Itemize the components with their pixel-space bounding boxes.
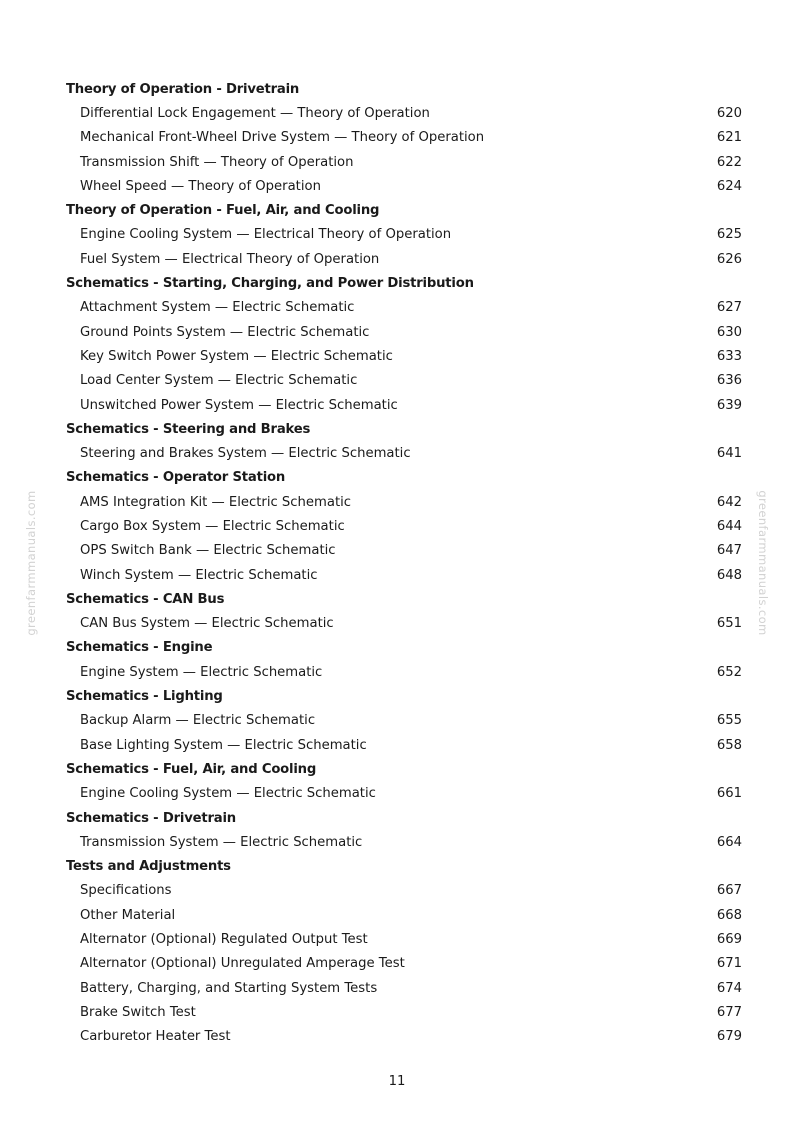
toc-section-heading — [66, 855, 742, 879]
entry-title: Battery, Charging, and Starting System Tests — [80, 980, 378, 996]
toc-entry[interactable] — [66, 660, 742, 684]
entry-page-number: 674 — [716, 980, 742, 996]
toc-entry[interactable] — [66, 247, 742, 271]
entry-page-number: 679 — [716, 1029, 742, 1045]
section-title: Schematics - Fuel, Air, and Cooling — [66, 761, 317, 777]
toc-entry[interactable] — [66, 441, 742, 465]
section-title: Schematics - Starting, Charging, and Power Distribution — [66, 276, 474, 292]
entry-page-number: 671 — [716, 956, 742, 972]
entry-page-number: 664 — [716, 834, 742, 850]
toc-entry[interactable] — [66, 369, 742, 393]
entry-page-number: 647 — [716, 543, 742, 559]
toc-entry[interactable] — [66, 952, 742, 976]
entry-title: AMS Integration Kit — Electric Schematic — [80, 494, 352, 510]
entry-title: Attachment System — Electric Schematic — [80, 300, 355, 316]
watermark-right: greenfarmmanuals.com — [756, 490, 770, 636]
entry-title: Load Center System — Electric Schematic — [80, 373, 358, 389]
entry-page-number: 644 — [716, 518, 742, 534]
entry-page-number: 630 — [716, 324, 742, 340]
entry-title: Cargo Box System — Electric Schematic — [80, 518, 345, 534]
entry-title: Specifications — [80, 883, 172, 899]
entry-page-number: 658 — [716, 737, 742, 753]
entry-page-number: 622 — [716, 154, 742, 170]
toc-entry[interactable] — [66, 490, 742, 514]
toc-entry[interactable] — [66, 733, 742, 757]
section-title: Schematics - Operator Station — [66, 470, 286, 486]
entry-title: Carburetor Heater Test — [80, 1029, 231, 1045]
section-title: Schematics - CAN Bus — [66, 591, 225, 607]
entry-title: Other Material — [80, 907, 176, 923]
entry-page-number: 625 — [716, 227, 742, 243]
entry-page-number: 627 — [716, 300, 742, 316]
entry-page-number: 636 — [716, 373, 742, 389]
entry-title: Fuel System — Electrical Theory of Operation — [80, 251, 380, 267]
toc-section-heading — [66, 77, 742, 101]
toc-section-heading — [66, 466, 742, 490]
entry-page-number: 639 — [716, 397, 742, 413]
entry-page-number: 669 — [716, 932, 742, 948]
section-title: Schematics - Engine — [66, 640, 213, 656]
section-title: Theory of Operation - Drivetrain — [66, 81, 300, 97]
entry-title: Alternator (Optional) Unregulated Amperage Test — [80, 956, 405, 972]
toc-entry[interactable] — [66, 101, 742, 125]
toc-entry[interactable] — [66, 1025, 742, 1049]
toc-entry[interactable] — [66, 344, 742, 368]
entry-page-number: 648 — [716, 567, 742, 583]
toc-section-heading — [66, 636, 742, 660]
table-of-contents — [66, 77, 742, 1049]
toc-entry[interactable] — [66, 393, 742, 417]
entry-title: CAN Bus System — Electric Schematic — [80, 616, 334, 632]
entry-title: Transmission Shift — Theory of Operation — [80, 154, 354, 170]
toc-entry[interactable] — [66, 174, 742, 198]
entry-title: Key Switch Power System — Electric Schematic — [80, 348, 393, 364]
section-title: Schematics - Drivetrain — [66, 810, 236, 826]
entry-title: Backup Alarm — Electric Schematic — [80, 713, 316, 729]
entry-page-number: 621 — [716, 130, 742, 146]
toc-entry[interactable] — [66, 1000, 742, 1024]
section-title: Theory of Operation - Fuel, Air, and Cooling — [66, 203, 380, 219]
entry-title: Base Lighting System — Electric Schematic — [80, 737, 367, 753]
entry-page-number: 668 — [716, 907, 742, 923]
entry-title: Engine System — Electric Schematic — [80, 664, 323, 680]
toc-entry[interactable] — [66, 976, 742, 1000]
toc-entry[interactable] — [66, 903, 742, 927]
toc-entry[interactable] — [66, 150, 742, 174]
entry-title: Ground Points System — Electric Schematic — [80, 324, 370, 340]
toc-entry[interactable] — [66, 320, 742, 344]
toc-entry[interactable] — [66, 223, 742, 247]
entry-page-number: 642 — [716, 494, 742, 510]
watermark-left: greenfarmmanuals.com — [24, 490, 38, 636]
entry-title: Unswitched Power System — Electric Schematic — [80, 397, 398, 413]
toc-section-heading — [66, 198, 742, 222]
page-number: 11 — [388, 1074, 406, 1089]
toc-entry[interactable] — [66, 296, 742, 320]
section-title: Schematics - Lighting — [66, 689, 223, 705]
toc-entry[interactable] — [66, 927, 742, 951]
toc-entry[interactable] — [66, 709, 742, 733]
entry-page-number: 652 — [716, 664, 742, 680]
entry-title: Differential Lock Engagement — Theory of Operation — [80, 105, 430, 121]
entry-page-number: 633 — [716, 348, 742, 364]
entry-title: Wheel Speed — Theory of Operation — [80, 178, 321, 194]
entry-page-number: 626 — [716, 251, 742, 267]
toc-entry[interactable] — [66, 539, 742, 563]
toc-entry[interactable] — [66, 514, 742, 538]
entry-page-number: 661 — [716, 786, 742, 802]
toc-section-heading — [66, 806, 742, 830]
toc-entry[interactable] — [66, 563, 742, 587]
toc-section-heading — [66, 271, 742, 295]
toc-entry[interactable] — [66, 879, 742, 903]
entry-page-number: 624 — [716, 178, 742, 194]
entry-title: Engine Cooling System — Electric Schematic — [80, 786, 376, 802]
entry-page-number: 667 — [716, 883, 742, 899]
toc-entry[interactable] — [66, 612, 742, 636]
entry-title: OPS Switch Bank — Electric Schematic — [80, 543, 336, 559]
entry-title: Winch System — Electric Schematic — [80, 567, 318, 583]
entry-page-number: 677 — [716, 1004, 742, 1020]
toc-section-heading — [66, 684, 742, 708]
entry-title: Brake Switch Test — [80, 1004, 196, 1020]
toc-section-heading — [66, 757, 742, 781]
toc-entry[interactable] — [66, 830, 742, 854]
entry-title: Engine Cooling System — Electrical Theory of Operation — [80, 227, 452, 243]
section-title: Schematics - Steering and Brakes — [66, 421, 311, 437]
entry-title: Alternator (Optional) Regulated Output Test — [80, 932, 368, 948]
entry-page-number: 655 — [716, 713, 742, 729]
section-title: Tests and Adjustments — [66, 859, 231, 875]
entry-page-number: 651 — [716, 616, 742, 632]
toc-section-heading — [66, 417, 742, 441]
entry-title: Transmission System — Electric Schematic — [80, 834, 363, 850]
entry-title: Mechanical Front-Wheel Drive System — Theory of Operation — [80, 130, 485, 146]
toc-section-heading — [66, 587, 742, 611]
toc-entry[interactable] — [66, 782, 742, 806]
toc-entry[interactable] — [66, 126, 742, 150]
entry-page-number: 641 — [716, 446, 742, 462]
entry-title: Steering and Brakes System — Electric Schematic — [80, 446, 411, 462]
entry-page-number: 620 — [716, 105, 742, 121]
